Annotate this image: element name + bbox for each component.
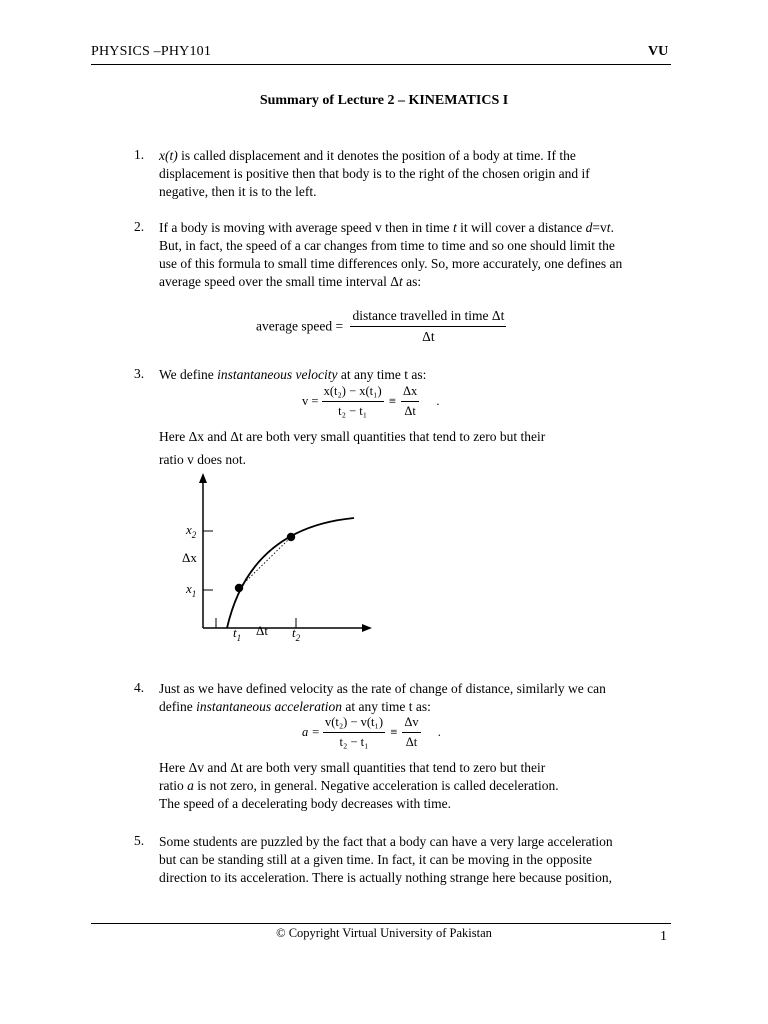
item-4-line-1: Just as we have defined velocity as the rate of change of distance, similarly we can: [159, 681, 606, 696]
item-2-number: 2.: [134, 219, 145, 234]
acceleration-formula: a = $\frac{\text{v(t₂) − v(t₁)}}{\text{t₂ − t₁}}$ ≡ $\frac{\Delta v}{\Delta t}$ .: [302, 715, 441, 749]
header-course: PHYSICS –PHY101: [91, 44, 212, 59]
item-5-line-2: but can be standing still at a given time. In fact, it can be moving in the opposite: [159, 852, 593, 867]
item-2-line-4: average speed over the small time interval Δt as:: [159, 274, 422, 289]
item-1-line-1: x(t) is called displacement and it denotes the position of a body at time. If the: [159, 148, 576, 163]
header-institution: VU: [648, 44, 669, 59]
point-1: [235, 584, 243, 592]
item-2-line-1: If a body is moving with average speed v then in time t it will cover a distance d=vt.: [159, 220, 614, 235]
item-3-number: 3.: [134, 366, 145, 381]
item-4-after-1: Here Δv and Δt are both very small quantities that tend to zero but their: [159, 760, 546, 775]
item-1-line-2: displacement is positive then that body is to the right of the chosen origin and if: [159, 166, 590, 181]
item-5-line-1: Some students are puzzled by the fact that a body can have a very large acceleration: [159, 834, 613, 849]
item-3-line-1: We define instantaneous velocity at any time t as:: [159, 367, 427, 382]
secant-line: [239, 537, 291, 588]
item-3-after-2: ratio v does not.: [159, 452, 246, 467]
footer-copyright: © Copyright Virtual University of Pakistan: [276, 926, 492, 940]
formula-denominator: Δt: [422, 329, 435, 344]
item-3-after-1: Here Δx and Δt are both very small quantities that tend to zero but their: [159, 429, 546, 444]
label-delta-x: Δx: [182, 550, 197, 565]
page-number: 1: [660, 929, 667, 944]
page-title: Summary of Lecture 2 – KINEMATICS I: [259, 93, 509, 108]
item-2-line-2: But, in fact, the speed of a car changes from time to time and so one should limit the: [159, 238, 615, 253]
label-t1: $t_1$: [233, 625, 242, 643]
item-4-after-2: ratio a is not zero, in general. Negative acceleration is called deceleration.: [159, 778, 559, 793]
item-5-line-3: direction to its acceleration. There is actually nothing strange here because position,: [159, 870, 612, 885]
point-2: [287, 533, 295, 541]
item-1-number: 1.: [134, 147, 145, 162]
item-5-number: 5.: [134, 833, 145, 848]
formula-numerator: distance travelled in time Δt: [350, 308, 506, 327]
item-4-number: 4.: [134, 680, 145, 695]
label-t2: $t_2$: [292, 625, 301, 643]
average-speed-formula: average speed = $\frac{\text{distance travelled in time Δt}}{\Delta t}$: [256, 308, 505, 344]
label-delta-t: Δt: [256, 623, 268, 638]
header-divider: [91, 64, 671, 65]
x-axis-arrow: [362, 624, 372, 632]
velocity-formula: v = $\frac{\text{x(t₂) − x(t₁)}}{\text{t₂ − t₁}}$ ≡ $\frac{\Delta x}{\Delta t}$ .: [302, 384, 440, 418]
label-x2: $x_2$: [186, 522, 197, 540]
item-4-line-2: define instantaneous acceleration at any time t as:: [159, 699, 431, 714]
item-1-line-3: negative, then it is to the left.: [159, 184, 317, 199]
label-x1: $x_1$: [186, 581, 197, 599]
y-axis-arrow: [199, 473, 207, 483]
footer-divider: [91, 923, 671, 924]
item-4-after-3: The speed of a decelerating body decreases with time.: [159, 796, 452, 811]
velocity-graph: [170, 468, 390, 648]
item-2-line-3: use of this formula to small time differences only. So, more accurately, one defines an: [159, 256, 623, 271]
